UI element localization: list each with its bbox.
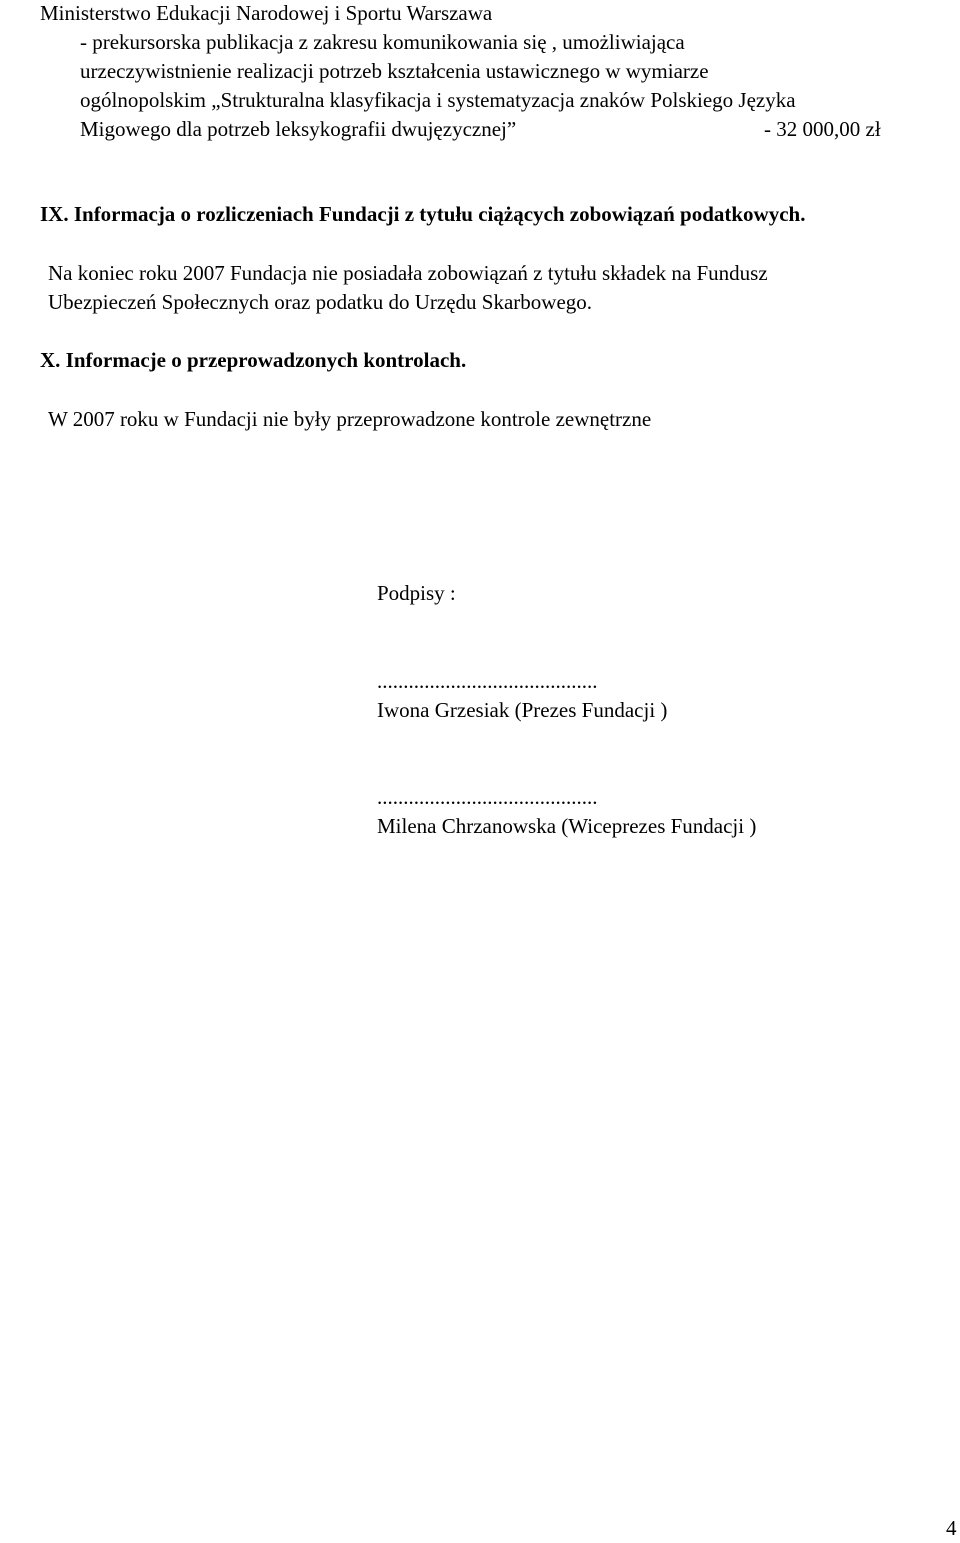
section-x-heading: X. Informacje o przeprowadzonych kontrolach. bbox=[40, 348, 467, 372]
funding-amount: - 32 000,00 zł bbox=[764, 117, 881, 141]
funding-description-line: urzeczywistnienie realizacji potrzeb kształcenia ustawicznego w wymiarze bbox=[80, 59, 709, 83]
section-x-body: W 2007 roku w Fundacji nie były przeprowadzone kontrole zewnętrzne bbox=[48, 407, 652, 431]
funding-source: Ministerstwo Edukacji Narodowej i Sportu Warszawa bbox=[40, 1, 493, 25]
funding-description-line: - prekursorska publikacja z zakresu komunikowania się , umożliwiająca bbox=[80, 30, 685, 54]
funding-description-line: ogólnopolskim „Strukturalna klasyfikacja i systematyzacja znaków Polskiego Języka bbox=[80, 88, 796, 112]
section-ix-body-line: Na koniec roku 2007 Fundacja nie posiadała zobowiązań z tytułu składek na Fundusz bbox=[48, 261, 768, 285]
section-ix-heading: IX. Informacja o rozliczeniach Fundacji z tytułu ciążących zobowiązań podatkowych. bbox=[40, 202, 806, 226]
page-number: 4 bbox=[946, 1516, 957, 1540]
signature-dots: .......................................... bbox=[377, 785, 598, 809]
signer-name: Iwona Grzesiak (Prezes Fundacji ) bbox=[377, 698, 668, 722]
funding-description-line: Migowego dla potrzeb leksykografii dwujęzycznej” bbox=[80, 117, 517, 141]
signature-dots: .......................................... bbox=[377, 669, 598, 693]
section-ix-body-line: Ubezpieczeń Społecznych oraz podatku do Urzędu Skarbowego. bbox=[48, 290, 593, 314]
signatures-label: Podpisy : bbox=[377, 581, 456, 605]
signer-name: Milena Chrzanowska (Wiceprezes Fundacji ) bbox=[377, 814, 757, 838]
